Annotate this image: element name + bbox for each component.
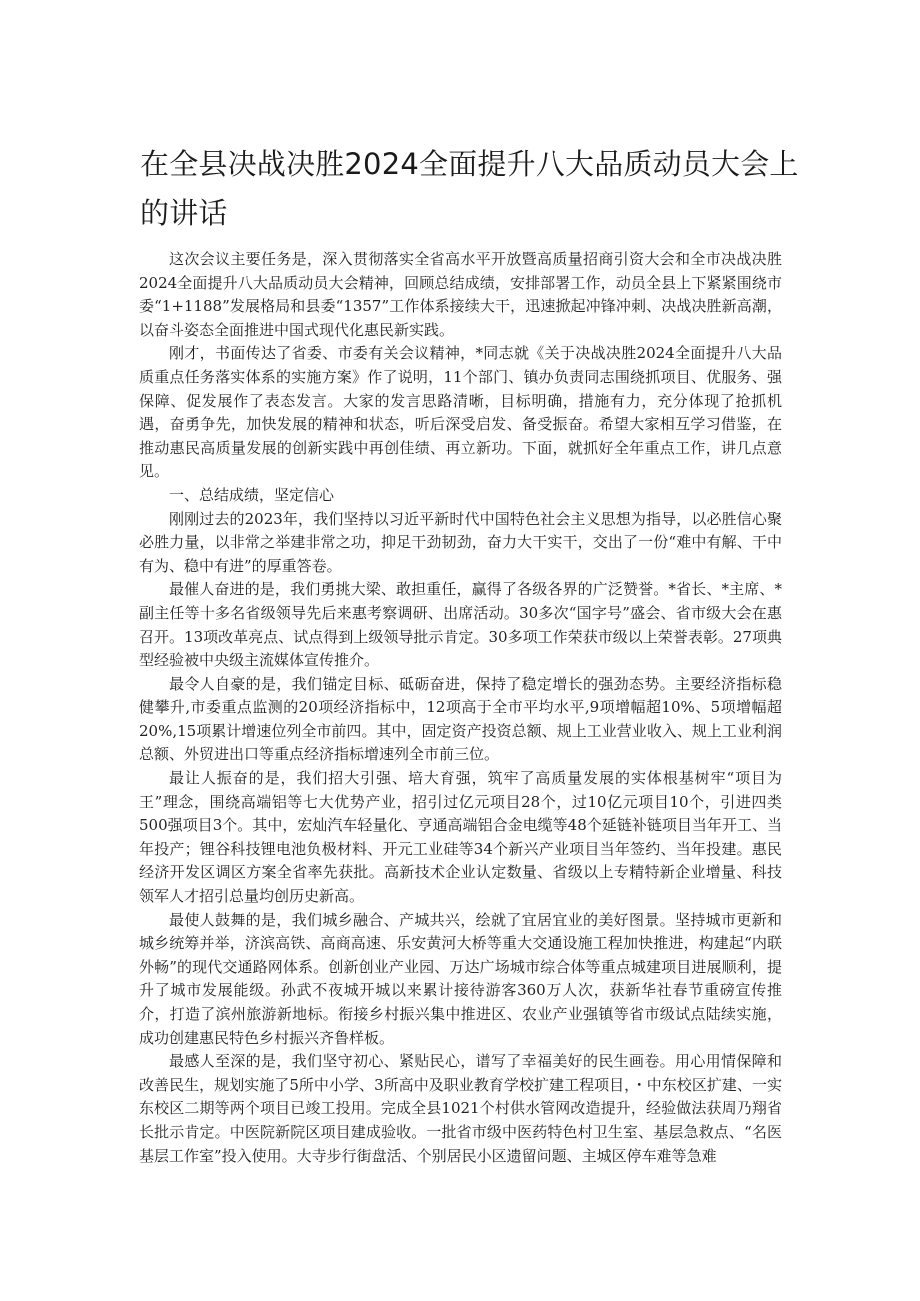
document-title: 在全县决战决胜2024全面提升八大品质动员大会上的讲话 <box>140 147 799 230</box>
paragraph-meeting-review: 刚才，书面传达了省委、市委有关会议精神，*同志就《关于决战决胜2024全面提升八大品质重点任务落实体系的实施方案》作了说明，11个部门、镇办负责同志围绕抓项目、优服务、强保障、促发展作了表态发言。大家的发言思路清晰，目标明确，措施有力，充分体现了抢抓机遇，奋勇争先，加快发展的精神和状态，听后深受启发、备受振奋。希望大家相互学习借鉴，在推动惠民高质量发展的创新实践中再创佳绩、再立新功。下面，就抓好全年重点工作，讲几点意见。 <box>139 344 782 481</box>
paragraph-economy: 最令人自豪的是，我们锚定目标、砥砺奋进，保持了稳定增长的强劲态势。主要经济指标稳健攀升,市委重点监测的20项经济指标中，12项高于全市平均水平,9项增幅超10%、5项增幅超20%,15项累计增速位列全市前四。其中，固定资产投资总额、规上工业营业收入、规上工业利润总额、外贸进出口等重点经济指标增速列全市前三位。 <box>139 674 782 764</box>
paragraph-urban-rural: 最使人鼓舞的是，我们城乡融合、产城共兴，绘就了宜居宜业的美好图景。坚持城市更新和城乡统筹并举，济滨高铁、高商高速、乐安黄河大桥等重大交通设施工程加快推进，构建起“内联外畅”的现代交通路网体系。创新创业产业园、万达广场城市综合体等重点城建项目进展顺利，提升了城市发展能级。孙武不夜城开城以来累计接待游客360万人次，获新华社春节重磅宣传推介，打造了滨州旅游新地标。衔接乡村振兴集中推进区、农业产业强镇等省市级试点陆续实施，成功创建惠民特色乡村振兴齐鲁样板。 <box>139 910 782 1047</box>
paragraph-honors: 最催人奋进的是，我们勇挑大梁、敢担重任，赢得了各级各界的广泛赞誉。*省长、*主席、*副主任等十多名省级领导先后来惠考察调研、出席活动。30多次“国字号”盛会、省市级大会在惠召开。13项改革亮点、试点得到上级领导批示肯定。30多项工作荣获市级以上荣誉表彰。27项典型经验被中央级主流媒体宣传推介。 <box>139 580 782 670</box>
paragraph-meeting-tasks: 这次会议主要任务是，深入贯彻落实全省高水平开放暨高质量招商引资大会和全市决战决胜2024全面提升八大品质动员大会精神，回顾总结成绩，安排部署工作，动员全县上下紧紧围绕市委“1+1188”发展格局和县委“1357”工作体系接续大干，迅速掀起冲锋冲刺、决战决胜新高潮，以奋斗姿态全面推进中国式现代化惠民新实践。 <box>139 250 782 339</box>
document-body <box>139 248 782 1168</box>
paragraph-livelihood: 最感人至深的是，我们坚守初心、紧贴民心，谱写了幸福美好的民生画卷。用心用情保障和改善民生，规划实施了5所中小学、3所高中及职业教育学校扩建工程项目，・中东校区扩建、一实东校区二期等两个项目已竣工投用。完成全县1021个村供水管网改造提升，经验做法获周乃翔省长批示肯定。中医院新院区项目建成验收。一批省市级中医药特色村卫生室、基层急救点、“名医基层工作室”投入使用。大寺步行街盘活、个别居民小区遗留问题、主城区停车难等急难 <box>139 1052 782 1165</box>
paragraph-projects: 最让人振奋的是，我们招大引强、培大育强，筑牢了高质量发展的实体根基树牢“项目为王”理念，围绕高端铝等七大优势产业，招引过亿元项目28个，过10亿元项目10个，引进四类500强项目3个。其中，宏灿汽车轻量化、亨通高端铝合金电缆等48个延链补链项目当年开工、当年投产；锂谷科技锂电池负极材料、开元工业硅等34个新兴产业项目当年签约、当年投建。惠民经济开发区调区方案全省率先获批。高新技术企业认定数量、省级以上专精特新企业增量、科技领军人才招引总量均创历史新高。 <box>139 769 782 906</box>
section-heading-1: 一、总结成绩，坚定信心 <box>169 485 335 504</box>
paragraph-2023-summary: 刚刚过去的2023年，我们坚持以习近平新时代中国特色社会主义思想为指导，以必胜信心聚必胜力量，以非常之举建非常之功，抑足干劲韧劲，奋力大干实干，交出了一份“难中有解、干中有为、稳中有进”的厚重答卷。 <box>139 509 782 575</box>
